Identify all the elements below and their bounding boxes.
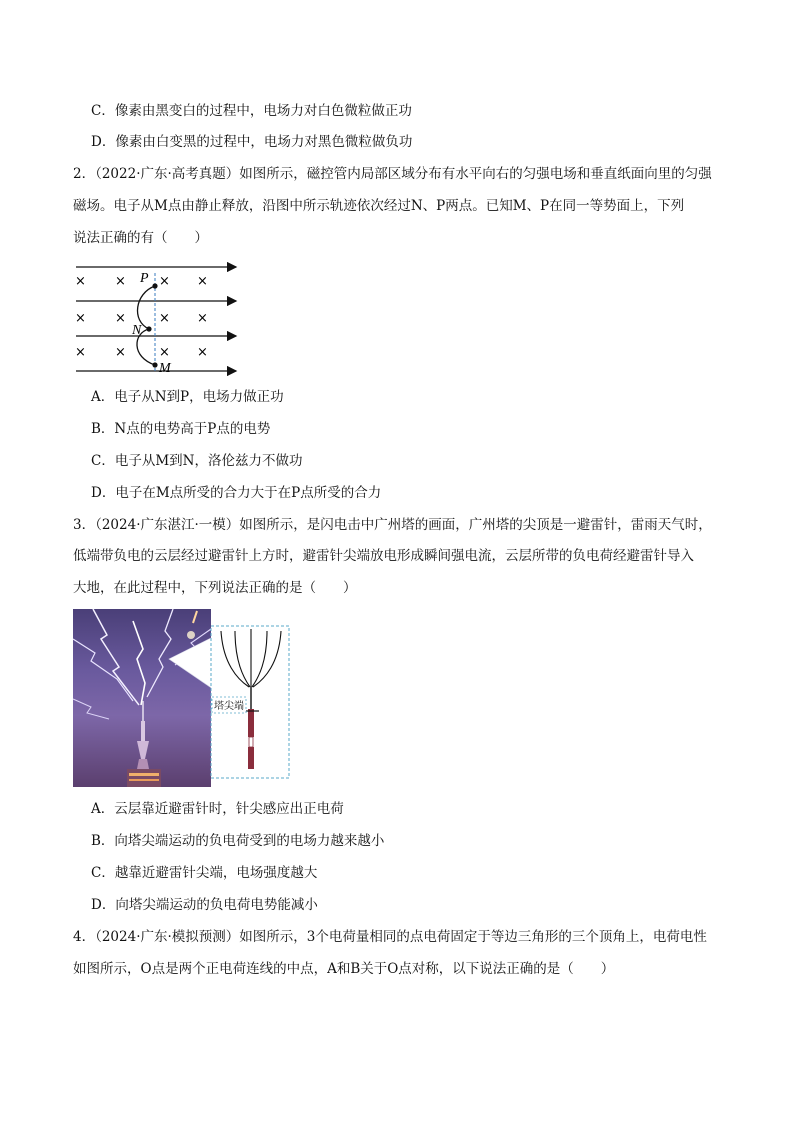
q2-option-d: D．电子在M点所受的合力大于在P点所受的合力 bbox=[91, 485, 382, 501]
callout-pointer bbox=[169, 637, 213, 689]
point-p bbox=[152, 283, 157, 288]
field-cross: × bbox=[115, 311, 126, 326]
label-m: M bbox=[159, 361, 171, 376]
q2-stem-line1: 2．（2022·广东·高考真题）如图所示，磁控管内局部区域分布有水平向右的匀强电场和垂直纸面向里的匀强 bbox=[73, 166, 712, 182]
q3-option-b: B．向塔尖端运动的负电荷受到的电场力越来越小 bbox=[91, 833, 385, 849]
tip-label: 塔尖端 bbox=[214, 701, 244, 712]
q3-option-c: C．越靠近避雷针尖端，电场强度越大 bbox=[91, 865, 318, 881]
q3-lightning-figure bbox=[73, 609, 291, 789]
field-cross: × bbox=[115, 274, 126, 289]
field-cross: × bbox=[197, 274, 208, 289]
field-cross: × bbox=[197, 345, 208, 360]
q4-stem-line1: 4．（2024·广东·模拟预测）如图所示，3个电荷量相同的点电荷固定于等边三角形的三个顶角上，电荷电性 bbox=[73, 929, 707, 945]
field-cross: × bbox=[75, 274, 86, 289]
q2-field-diagram bbox=[73, 259, 243, 377]
q3-option-a: A．云层靠近避雷针时，针尖感应出正电荷 bbox=[91, 801, 344, 817]
q2-stem-line3: 说法正确的有（ ） bbox=[73, 230, 208, 246]
q2-option-b: B．N点的电势高于P点的电势 bbox=[91, 421, 271, 437]
field-cross: × bbox=[75, 311, 86, 326]
q3-stem-line2: 低端带负电的云层经过避雷针上方时，避雷针尖端放电形成瞬间强电流，云层所带的负电荷经避雷针导入 bbox=[73, 548, 694, 564]
q4-stem-line2: 如图所示，O点是两个正电荷连线的中点，A和B关于O点对称，以下说法正确的是（ ） bbox=[73, 961, 615, 977]
q2-stem-line2: 磁场。电子从M点由静止释放，沿图中所示轨迹依次经过N、P两点。已知M、P在同一等势面上，下列 bbox=[73, 198, 685, 214]
q1-option-d: D．像素由白变黑的过程中，电场力对黑色微粒做负功 bbox=[91, 134, 413, 150]
field-cross: × bbox=[159, 345, 170, 360]
field-cross: × bbox=[159, 311, 170, 326]
field-cross: × bbox=[159, 274, 170, 289]
label-p: P bbox=[140, 271, 149, 286]
q1-option-c: C．像素由黑变白的过程中，电场力对白色微粒做正功 bbox=[91, 103, 412, 119]
label-n: N bbox=[132, 323, 142, 338]
point-n bbox=[146, 326, 151, 331]
q3-stem-line1: 3．（2024·广东湛江·一模）如图所示，是闪电击中广州塔的画面，广州塔的尖顶是一避雷针，雷雨天气时， bbox=[73, 517, 712, 533]
callout-svg bbox=[73, 609, 291, 789]
q2-option-c: C．电子从M到N，洛伦兹力不做功 bbox=[91, 453, 303, 469]
q3-stem-line3: 大地，在此过程中，下列说法正确的是（ ） bbox=[73, 580, 357, 596]
q2-option-a: A．电子从N到P，电场力做正功 bbox=[91, 389, 284, 405]
field-cross: × bbox=[115, 345, 126, 360]
field-cross: × bbox=[75, 345, 86, 360]
field-cross: × bbox=[197, 311, 208, 326]
point-m bbox=[152, 362, 157, 367]
q2-field-svg bbox=[73, 259, 243, 377]
q3-option-d: D．向塔尖端运动的负电荷电势能减小 bbox=[91, 897, 318, 913]
